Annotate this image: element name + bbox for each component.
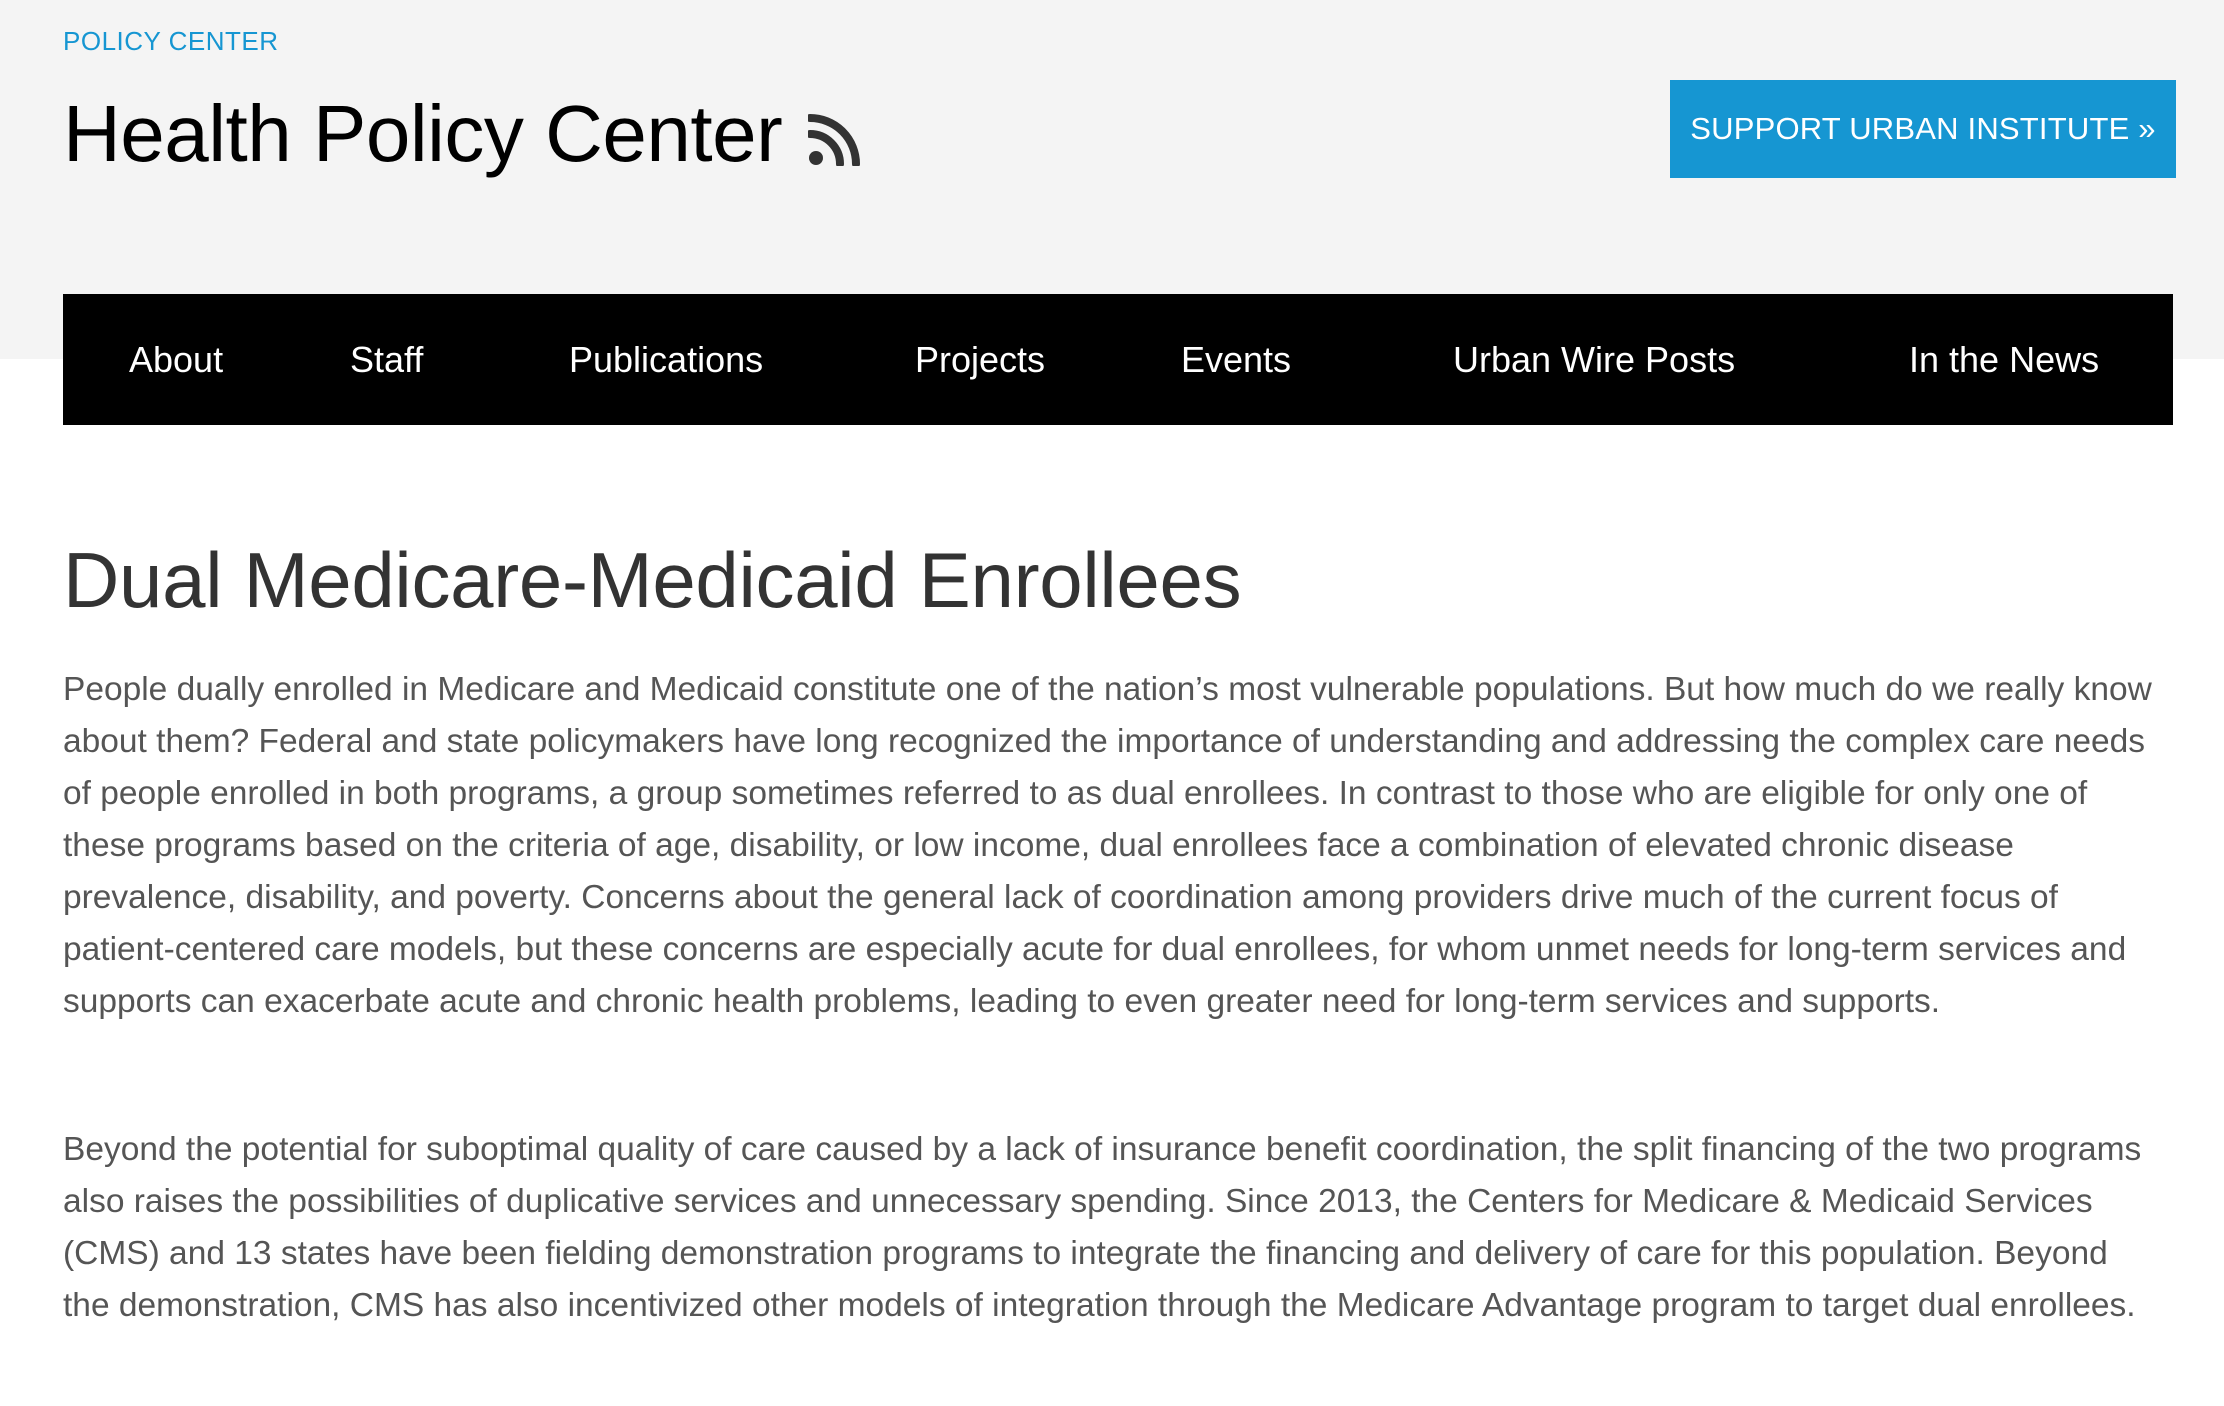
nav-urban-wire-posts[interactable]: Urban Wire Posts [1453,339,1736,380]
site-title-text[interactable]: Health Policy Center [63,89,783,178]
nav-projects[interactable]: Projects [915,339,1046,380]
nav-staff[interactable]: Staff [350,339,424,380]
rss-icon[interactable] [808,114,860,166]
main-nav [63,294,2173,425]
nav-in-the-news[interactable]: In the News [1909,339,2100,380]
second-paragraph: Beyond the potential for suboptimal quality of care caused by a lack of insurance benefit coordination, the split financing of the two programs also raises the possibilities of duplicative services and unnecessary spending. Since 2013, the Centers for Medicare & Medicaid Services (CMS) and 13 states have been fielding demonstration programs to integrate the financing and delivery of care for this population. Beyond the demonstration, CMS has also incentivized other models of integration through the Medicare Advantage program to target dual enrollees. [63,1131,2142,1324]
nav-publications[interactable]: Publications [569,339,764,380]
site-title [63,82,860,186]
support-urban-institute-button[interactable]: SUPPORT URBAN INSTITUTE » [1670,80,2176,178]
page-title: Dual Medicare-Medicaid Enrollees [63,536,1242,624]
nav-about[interactable]: About [129,339,224,380]
nav-events[interactable]: Events [1181,339,1292,380]
intro-paragraph: People dually enrolled in Medicare and Medicaid constitute one of the nation’s most vulnerable populations. But how much do we really know about them? Federal and state policymakers have long recognized the importance of understanding and addressing the complex care needs of people enrolled in both programs, a group sometimes referred to as dual enrollees. In contrast to those who are eligible for only one of these programs based on the criteria of age, disability, or low income, dual enrollees face a combination of elevated chronic disease prevalence, disability, and poverty. Concerns about the general lack of coordination among providers drive much of the current focus of patient-centered care models, but these concerns are especially acute for dual enrollees, for whom unmet needs for long-term services and supports can exacerbate acute and chronic health problems, leading to even greater need for long-term services and supports. [63,671,2152,1020]
policy-center-link[interactable]: POLICY CENTER [63,26,279,56]
